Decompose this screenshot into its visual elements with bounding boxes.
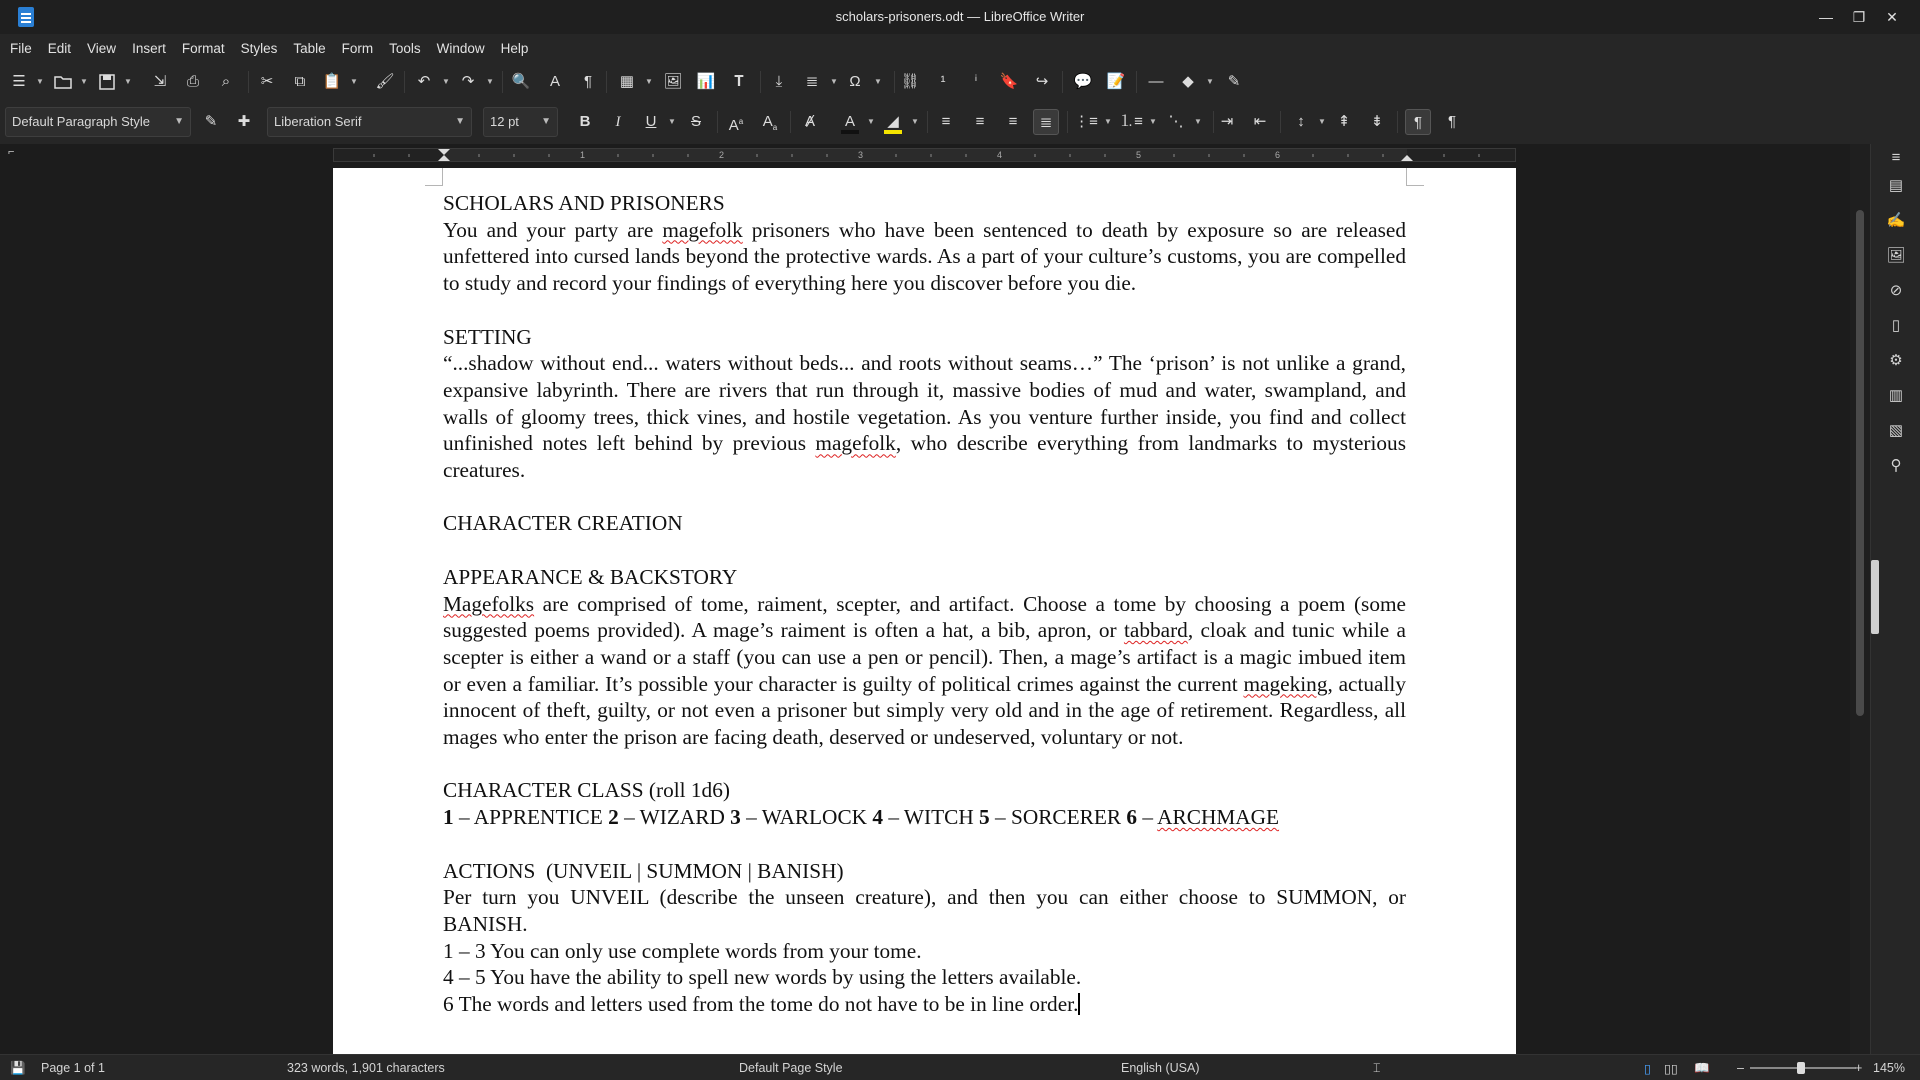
heading-title: SCHOLARS AND PRISONERS: [443, 191, 725, 215]
word-count[interactable]: 323 words, 1,901 characters: [287, 1061, 445, 1075]
menu-file[interactable]: File: [10, 41, 32, 56]
open-dropdown[interactable]: ▼: [80, 77, 88, 86]
outline-list-icon[interactable]: ⋱: [1168, 113, 1184, 130]
horizontal-ruler[interactable]: [333, 148, 1516, 162]
justify-icon[interactable]: ≣: [1033, 109, 1059, 135]
strikethrough-icon[interactable]: S: [690, 113, 701, 130]
save-status-icon[interactable]: 💾: [10, 1061, 26, 1075]
heading-appearance: APPEARANCE & BACKSTORY: [443, 564, 738, 589]
document-area: [0, 166, 1850, 1054]
insert-field-icon[interactable]: ≣: [805, 73, 819, 90]
insert-bookmark-icon[interactable]: 🔖: [999, 73, 1019, 90]
decrease-indent-icon[interactable]: ⇤: [1253, 113, 1267, 130]
properties-icon[interactable]: ▤: [1888, 177, 1904, 194]
unordered-list-icon[interactable]: ⋮≡: [1074, 113, 1098, 130]
paragraph-actions: Per turn you UNVEIL (describe the unseen creature), and then you can either choose to SUMMON, or BANISH.: [443, 885, 1406, 936]
rule-3: 6 The words and letters used from the tome do not have to be in line order.: [443, 992, 1079, 1017]
underline-icon[interactable]: U: [645, 113, 657, 130]
sidebar-deck: [1870, 144, 1920, 1054]
print-preview-icon[interactable]: ⌕: [221, 73, 231, 90]
menu-tools[interactable]: Tools: [389, 41, 421, 56]
sidebar-collapse-handle[interactable]: [1871, 560, 1879, 634]
document-text[interactable]: [443, 190, 1406, 1018]
svg-text:5: 5: [1136, 150, 1142, 160]
highlight-color-dropdown[interactable]: ▼: [911, 117, 919, 126]
page-count[interactable]: Page 1 of 1: [41, 1061, 105, 1075]
basic-shapes-icon[interactable]: ◆: [1182, 73, 1194, 90]
spelling-icon[interactable]: A: [549, 73, 560, 90]
outline-list-dropdown[interactable]: ▼: [1194, 117, 1202, 126]
paragraph-appearance: Magefolks are comprised of tome, raiment, scepter, and artifact. Choose a tome by choosing a poem (some suggested poems provided). A mage’s raiment is often a hat, a bib, apron, or tabbard, cloak and tunic while a scepter is either a wand or a staff (you can use a pen or pencil). Then, a mage’s artifact is a magic imbued item or even a familiar. It’s possible your character is guilty of political crimes against the current mageking, actually innocent of theft, guilty, or not even a prisoner but simply very old and in the age of retirement. Regardless, all mages who enter the prison are facing death, deserved or undeserved, voluntary or not.: [443, 591, 1406, 750]
menu-edit[interactable]: Edit: [47, 41, 72, 56]
page-icon[interactable]: ▯: [1891, 317, 1901, 334]
ordered-list-dropdown[interactable]: ▼: [1149, 117, 1157, 126]
sidebar-menu-icon[interactable]: ≡: [1891, 149, 1901, 166]
undo-dropdown[interactable]: ▼: [442, 77, 450, 86]
paragraph-style-value: Default Paragraph Style: [12, 114, 151, 129]
toggle-menu-dropdown[interactable]: ▼: [36, 77, 44, 86]
align-center-icon[interactable]: ≡: [975, 113, 985, 130]
multi-page-view-icon[interactable]: ▯▯: [1664, 1062, 1678, 1076]
redo-dropdown[interactable]: ▼: [486, 77, 494, 86]
chevron-down-icon: ▼: [455, 116, 465, 127]
status-bar: [0, 1054, 1920, 1080]
menu-window[interactable]: Window: [436, 41, 485, 56]
insert-textbox-icon[interactable]: 𝐓: [734, 73, 744, 90]
increase-indent-icon[interactable]: ⇥: [1220, 113, 1234, 130]
heading-character-creation: CHARACTER CREATION: [443, 511, 683, 536]
underline-dropdown[interactable]: ▼: [668, 117, 676, 126]
track-changes-icon[interactable]: 📝: [1106, 73, 1126, 90]
heading-character-class: CHARACTER CLASS (roll 1d6): [443, 778, 730, 803]
menu-format[interactable]: Format: [181, 41, 225, 56]
bold-icon[interactable]: B: [579, 113, 591, 130]
redo-icon[interactable]: ↷: [461, 73, 475, 90]
menu-view[interactable]: View: [87, 41, 117, 56]
new-style-icon[interactable]: ✚: [237, 113, 251, 130]
menu-bar: [0, 34, 1920, 64]
insert-field-dropdown[interactable]: ▼: [830, 77, 838, 86]
open-icon[interactable]: [50, 69, 76, 95]
ruler-area: [0, 144, 1870, 166]
font-size-combo[interactable]: [483, 107, 558, 137]
insert-hyperlink-icon[interactable]: ⛓: [900, 73, 920, 90]
right-to-left-icon[interactable]: ¶: [1447, 113, 1457, 130]
restore-button[interactable]: ❐: [1852, 9, 1866, 25]
find-icon[interactable]: ⚲: [1890, 457, 1902, 474]
line-spacing-icon[interactable]: ↕: [1297, 113, 1305, 130]
language[interactable]: English (USA): [1121, 1061, 1200, 1075]
insert-cross-reference-icon[interactable]: ↪: [1035, 73, 1049, 90]
font-name-value: Liberation Serif: [274, 114, 362, 129]
highlight-color-icon[interactable]: ◢: [880, 109, 906, 135]
selection-mode-icon[interactable]: ⌶: [1373, 1061, 1381, 1075]
font-size-value: 12 pt: [490, 114, 519, 129]
formatting-marks-icon[interactable]: ¶: [583, 73, 593, 90]
navigator-icon[interactable]: ⊘: [1889, 282, 1903, 299]
page-corner-mark: [425, 168, 443, 186]
svg-text:1: 1: [580, 150, 586, 160]
align-right-icon[interactable]: ≡: [1008, 113, 1018, 130]
clone-formatting-icon[interactable]: 🖌: [375, 73, 395, 90]
unordered-list-dropdown[interactable]: ▼: [1104, 117, 1112, 126]
vertical-scrollbar[interactable]: [1850, 144, 1870, 1054]
save-icon[interactable]: [94, 69, 120, 95]
font-color-dropdown[interactable]: ▼: [867, 117, 875, 126]
title-bar: [0, 0, 1920, 34]
draw-functions-icon[interactable]: ✎: [1227, 73, 1241, 90]
paste-dropdown[interactable]: ▼: [350, 77, 358, 86]
rule-2: 4 – 5 You have the ability to spell new words by using the letters available.: [443, 965, 1082, 990]
font-name-combo[interactable]: [267, 107, 472, 137]
export-pdf-icon[interactable]: ⇲: [153, 73, 167, 90]
print-icon[interactable]: ⎙: [186, 73, 199, 90]
left-to-right-icon[interactable]: ¶: [1405, 109, 1431, 135]
gallery-icon[interactable]: 🖼: [1886, 247, 1906, 264]
menu-help[interactable]: Help: [500, 41, 529, 56]
paste-icon[interactable]: 📋: [322, 73, 342, 90]
minimize-button[interactable]: —: [1819, 9, 1833, 25]
insert-line-icon[interactable]: —: [1148, 73, 1164, 90]
insert-endnote-icon[interactable]: ⁱ: [974, 73, 978, 90]
heading-actions: ACTIONS (UNVEIL | SUMMON | BANISH): [443, 858, 844, 883]
ordered-list-icon[interactable]: ⒈≡: [1119, 113, 1143, 130]
clear-formatting-icon[interactable]: Ⱥ: [804, 113, 815, 130]
insert-image-icon[interactable]: 🖼: [663, 73, 683, 90]
text-cursor: [1078, 993, 1080, 1015]
menu-insert[interactable]: Insert: [132, 41, 166, 56]
insert-chart-icon[interactable]: 📊: [696, 73, 716, 90]
styles-icon[interactable]: ✍: [1886, 212, 1906, 229]
document-page[interactable]: [333, 168, 1516, 1054]
menu-table[interactable]: Table: [293, 41, 326, 56]
line-spacing-dropdown[interactable]: ▼: [1318, 117, 1326, 126]
cut-icon[interactable]: ✂: [260, 73, 274, 90]
undo-icon[interactable]: ↶: [417, 73, 431, 90]
tab-stop-selector[interactable]: ⌐: [8, 146, 15, 158]
close-button[interactable]: ✕: [1886, 9, 1898, 25]
basic-shapes-dropdown[interactable]: ▼: [1206, 77, 1214, 86]
window-title: scholars-prisoners.odt — LibreOffice Writer: [835, 9, 1085, 24]
class-list: 1 – APPRENTICE 2 – WIZARD 3 – WARLOCK 4 – WITCH 5 – SORCERER 6 – ARCHMAGE: [443, 805, 1280, 830]
insert-page-break-icon[interactable]: ⤓: [775, 73, 783, 90]
svg-text:3: 3: [858, 150, 864, 160]
find-replace-icon[interactable]: 🔍: [511, 73, 531, 90]
toggle-menu-icon[interactable]: ☰: [12, 73, 26, 90]
zoom-out-button[interactable]: –: [1737, 1061, 1744, 1075]
standard-toolbar: [0, 64, 1920, 101]
decrease-paragraph-spacing-icon[interactable]: ⇟: [1370, 113, 1384, 130]
zoom-in-button[interactable]: +: [1855, 1061, 1863, 1075]
svg-text:6: 6: [1275, 150, 1281, 160]
zoom-slider-handle[interactable]: [1797, 1062, 1805, 1074]
rule-1: 1 – 3 You can only use complete words from your tome.: [443, 938, 922, 963]
superscript-icon[interactable]: $A^a$: [728, 117, 744, 134]
single-page-view-icon[interactable]: ▯: [1644, 1062, 1651, 1076]
subscript-icon[interactable]: $A_a$: [762, 113, 778, 132]
scrollbar-thumb[interactable]: [1856, 210, 1864, 716]
italic-icon[interactable]: I: [615, 114, 621, 130]
heading-setting: SETTING: [443, 324, 532, 349]
save-dropdown[interactable]: ▼: [124, 77, 132, 86]
insert-table-dropdown[interactable]: ▼: [645, 77, 653, 86]
page-style[interactable]: Default Page Style: [739, 1061, 843, 1075]
chevron-down-icon: ▼: [174, 116, 184, 127]
page-corner-mark: [1406, 168, 1424, 186]
increase-paragraph-spacing-icon[interactable]: ⇞: [1337, 113, 1351, 130]
font-color-icon[interactable]: A: [837, 109, 863, 135]
manage-changes-icon[interactable]: ▥: [1888, 387, 1904, 404]
menu-styles[interactable]: Styles: [240, 41, 278, 56]
style-inspector-icon[interactable]: ⚙: [1889, 352, 1903, 369]
insert-table-icon[interactable]: ▦: [619, 73, 635, 90]
svg-text:2: 2: [719, 150, 725, 160]
copy-icon[interactable]: ⧉: [294, 73, 306, 90]
zoom-level[interactable]: 145%: [1873, 1061, 1905, 1075]
paragraph-style-combo[interactable]: [5, 107, 191, 137]
insert-footnote-icon[interactable]: ¹: [940, 73, 946, 90]
paragraph-setting: “...shadow without end... waters without beds... and roots without seams…” The ‘prison’ is not unlike a grand, expansive labyrinth. There are rivers that run through it, massive bodies of mud and water, swampland, and walls of gloomy trees, thick vines, and hostile vegetation. As you venture further inside, you find and collect unfinished notes left behind by previous magefolk, who describe everything from landmarks to mysterious creatures.: [443, 351, 1406, 483]
menu-form[interactable]: Form: [341, 41, 374, 56]
special-character-dropdown[interactable]: ▼: [874, 77, 882, 86]
svg-text:4: 4: [997, 150, 1003, 160]
paragraph-intro: You and your party are magefolk prisoners who have been sentenced to death by exposure so are released unfettered into cursed lands beyond the protective wards. As a part of your culture’s customs, you are compelled to study and record your findings of everything here you discover before you die.: [443, 217, 1406, 296]
update-style-icon[interactable]: ✎: [204, 113, 218, 130]
insert-comment-icon[interactable]: 💬: [1073, 73, 1093, 90]
book-view-icon[interactable]: 📖: [1694, 1061, 1710, 1075]
special-character-icon[interactable]: Ω: [849, 73, 861, 90]
align-left-icon[interactable]: ≡: [941, 113, 951, 130]
chevron-down-icon: ▼: [541, 116, 551, 127]
design-icon[interactable]: ▧: [1888, 422, 1904, 439]
